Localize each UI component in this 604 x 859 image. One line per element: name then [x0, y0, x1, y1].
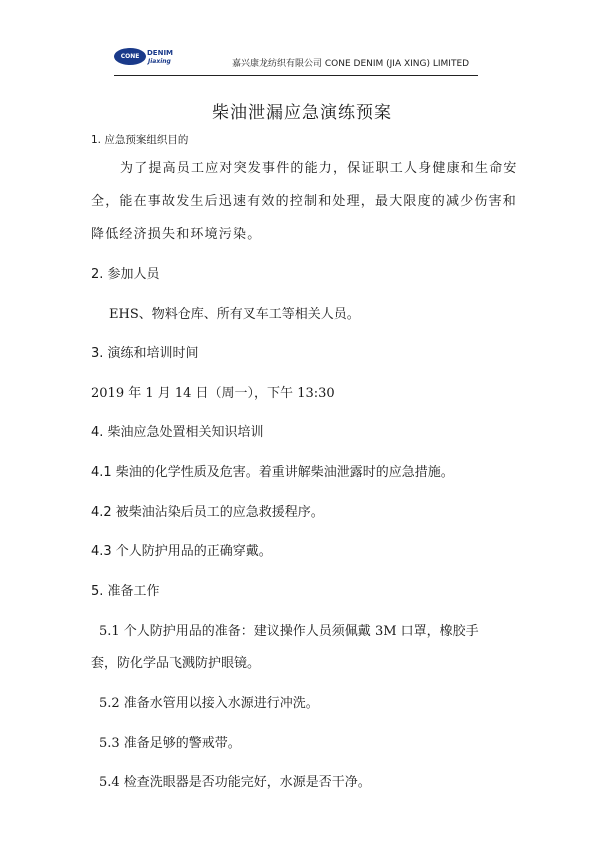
section-5-item: 5.3 准备足够的警戒带。 — [99, 736, 241, 751]
section-5-heading: 5. 准备工作 — [91, 584, 160, 599]
section-5-item: 5.4 检查洗眼器是否功能完好，水源是否干净。 — [99, 775, 371, 790]
section-5-item-line: 套，防化学品飞溅防护眼镜。 — [91, 656, 261, 671]
section-2-text: EHS、物料仓库、所有叉车工等相关人员。 — [109, 307, 360, 322]
section-4-item: 4.2 被柴油沾染后员工的应急救援程序。 — [91, 505, 324, 520]
section-5-item: 5.2 准备水管用以接入水源进行冲洗。 — [99, 696, 319, 711]
section-3-text: 2019 年 1 月 14 日（周一），下午 13:30 — [91, 386, 335, 401]
logo-denim-text: DENIM — [147, 49, 174, 57]
section-3-heading: 3. 演练和培训时间 — [91, 346, 199, 361]
company-logo — [114, 46, 172, 72]
page-header — [0, 0, 604, 80]
company-name: 嘉兴康龙纺织有限公司 CONE DENIM (JIA XING) LIMITED — [232, 59, 470, 69]
section-1-paragraph-line: 为了提高员工应对突发事件的能力，保证职工人身健康和生命安 — [120, 161, 518, 176]
section-4-item: 4.1 柴油的化学性质及危害。着重讲解柴油泄露时的应急措施。 — [91, 465, 454, 480]
document-title: 柴油泄漏应急演练预案 — [212, 103, 392, 123]
header-divider — [114, 75, 478, 76]
section-1-heading: 1. 应急预案组织目的 — [91, 134, 189, 146]
section-4-item: 4.3 个人防护用品的正确穿戴。 — [91, 544, 272, 559]
logo-oval: CONE — [114, 48, 146, 65]
section-4-heading: 4. 柴油应急处置相关知识培训 — [91, 425, 264, 440]
section-1-paragraph-line: 降低经济损失和环境污染。 — [91, 227, 262, 242]
logo-city-text: Jiaxing — [148, 58, 171, 65]
section-1-paragraph-line: 全，能在事故发生后迅速有效的控制和处理，最大限度的减少伤害和 — [91, 194, 518, 209]
section-5-item-line: 5.1 个人防护用品的准备：建议操作人员须佩戴 3M 口罩，橡胶手 — [99, 624, 479, 639]
section-2-heading: 2. 参加人员 — [91, 267, 160, 282]
